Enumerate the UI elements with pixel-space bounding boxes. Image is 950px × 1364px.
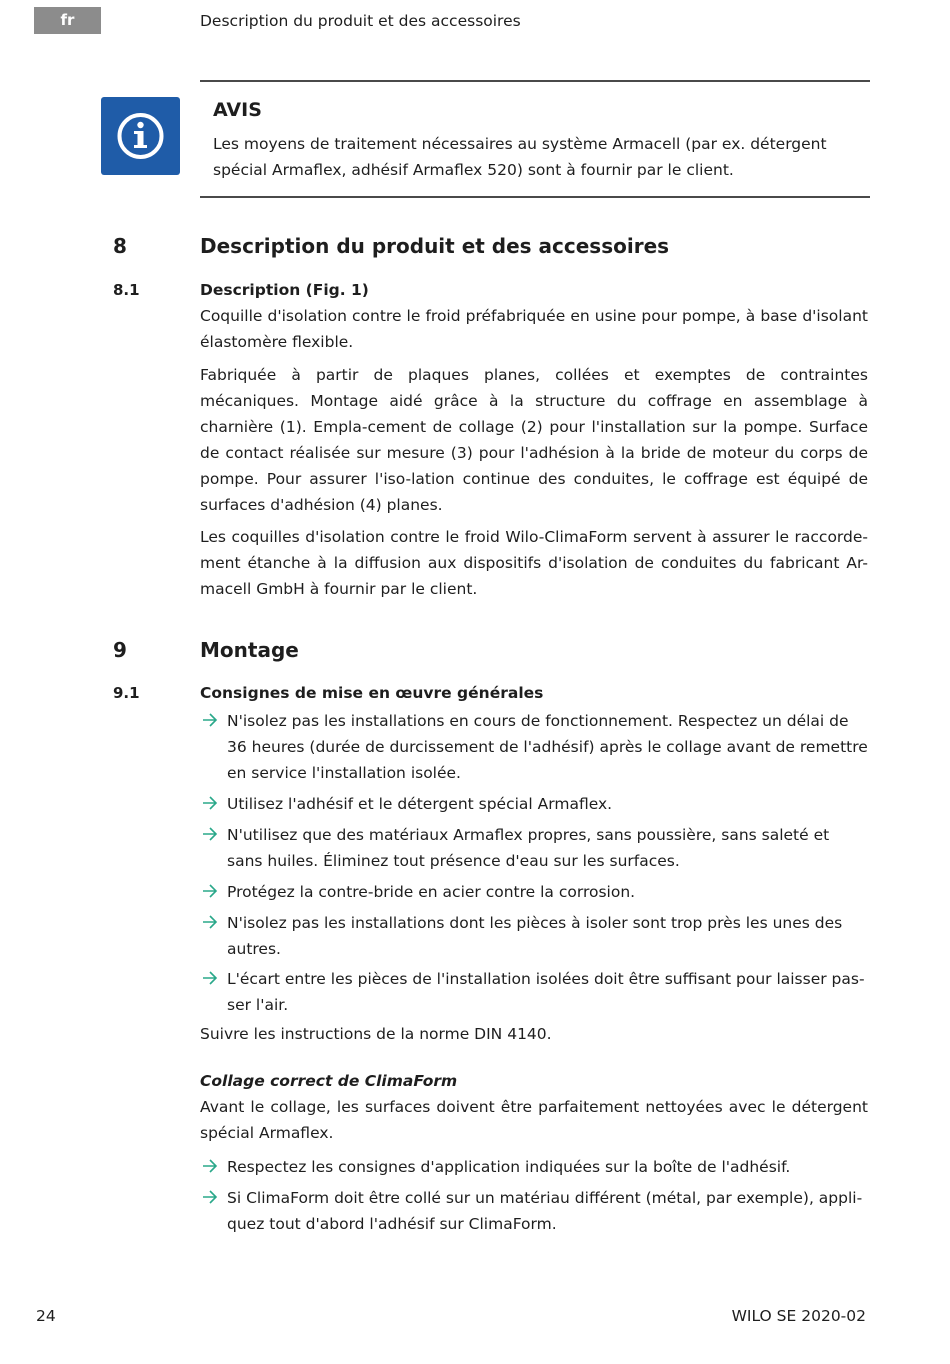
section-title: Montage: [200, 638, 299, 662]
list-item-text: Utilisez l'adhésif et le détergent spécial Armaflex.: [227, 795, 613, 813]
list-item: [200, 1154, 868, 1180]
list-item: [200, 791, 868, 817]
list-item: [200, 1185, 868, 1237]
paragraph: Suivre les instructions de la norme DIN 4140.: [200, 1025, 552, 1043]
footer-publisher: WILO SE 2020-02: [731, 1307, 866, 1325]
arrow-right-icon: [200, 822, 220, 848]
section-title: Description du produit et des accessoires: [200, 234, 670, 258]
section-number: 9: [113, 638, 127, 662]
arrow-right-icon: [200, 966, 220, 992]
arrow-right-icon: [200, 1185, 220, 1211]
running-header-title: Description du produit et des accessoires: [200, 12, 521, 30]
list-item: [200, 910, 868, 962]
arrow-right-icon: [200, 1154, 220, 1180]
list-item-text: N'utilisez que des matériaux Armaflex propres, sans poussière, sans saleté et sans huiles. Éliminez tout présence d'eau sur les surfaces.: [227, 826, 830, 870]
subsection-number: 8.1: [113, 281, 140, 299]
arrow-right-icon: [200, 879, 220, 905]
list-item-text: Si ClimaForm doit être collé sur un matériau différent (métal, par exemple), appli-quez tout d'abord l'adhésif sur ClimaForm.: [227, 1189, 863, 1233]
arrow-right-icon: [200, 910, 220, 936]
page-number: 24: [36, 1307, 56, 1325]
list-item-text: N'isolez pas les installations dont les pièces à isoler sont trop près les unes des autres.: [227, 914, 843, 958]
list-item: [200, 879, 868, 905]
list-item-text: Respectez les consignes d'application indiquées sur la boîte de l'adhésif.: [227, 1158, 791, 1176]
list-item-text: Protégez la contre-bride en acier contre la corrosion.: [227, 883, 636, 901]
list-item: [200, 966, 868, 1018]
paragraph: Fabriquée à partir de plaques planes, collées et exemptes de contraintes mécaniques. Montage aidé grâce à la structure du coffrage en assemblage à charnière (1). Empla-cement de collage (2) pour l'installation sur la pompe. Surface de contact réalisée sur mesure (3) pour l'adhésion à la bride de moteur du corps de pompe. Pour assurer l'iso-lation continue des conduites, le coffrage est équipé de surfaces d'adhésion (4) planes.: [200, 366, 868, 514]
notice-text: Les moyens de traitement nécessaires au système Armacell (par ex. détergent spécial Armaflex, adhésif Armaflex 520) sont à fournir par le client.: [213, 135, 827, 179]
subsection-number: 9.1: [113, 684, 140, 702]
subsection-title: Description (Fig. 1): [200, 281, 369, 299]
paragraph: Les coquilles d'isolation contre le froid Wilo-ClimaForm servent à assurer le raccorde-ment étanche à la diffusion aux dispositifs d'isolation de conduites du fabricant Ar-macell GmbH à fournir par le client.: [200, 528, 868, 598]
list-item: [200, 708, 868, 786]
info-icon: [101, 97, 180, 175]
list-item: [200, 822, 868, 874]
notice-title: AVIS: [213, 99, 262, 121]
notice-bottom-rule: [200, 196, 870, 198]
notice-top-rule: [200, 80, 870, 82]
language-tab: fr: [34, 7, 101, 34]
subsection-title: Consignes de mise en œuvre générales: [200, 684, 544, 702]
list-item-text: L'écart entre les pièces de l'installation isolées doit être suffisant pour laisser pas-ser l'air.: [227, 970, 865, 1014]
arrow-right-icon: [200, 791, 220, 817]
paragraph: Avant le collage, les surfaces doivent être parfaitement nettoyées avec le détergent spécial Armaflex.: [200, 1098, 868, 1142]
subheading: Collage correct de ClimaForm: [200, 1072, 458, 1090]
section-number: 8: [113, 234, 127, 258]
arrow-right-icon: [200, 708, 220, 734]
list-item-text: N'isolez pas les installations en cours de fonctionnement. Respectez un délai de 36 heures (durée de durcissement de l'adhésif) après le collage avant de remettre en service l'installation isolée.: [227, 712, 868, 782]
paragraph: Coquille d'isolation contre le froid préfabriquée en usine pour pompe, à base d'isolant élastomère flexible.: [200, 307, 868, 351]
